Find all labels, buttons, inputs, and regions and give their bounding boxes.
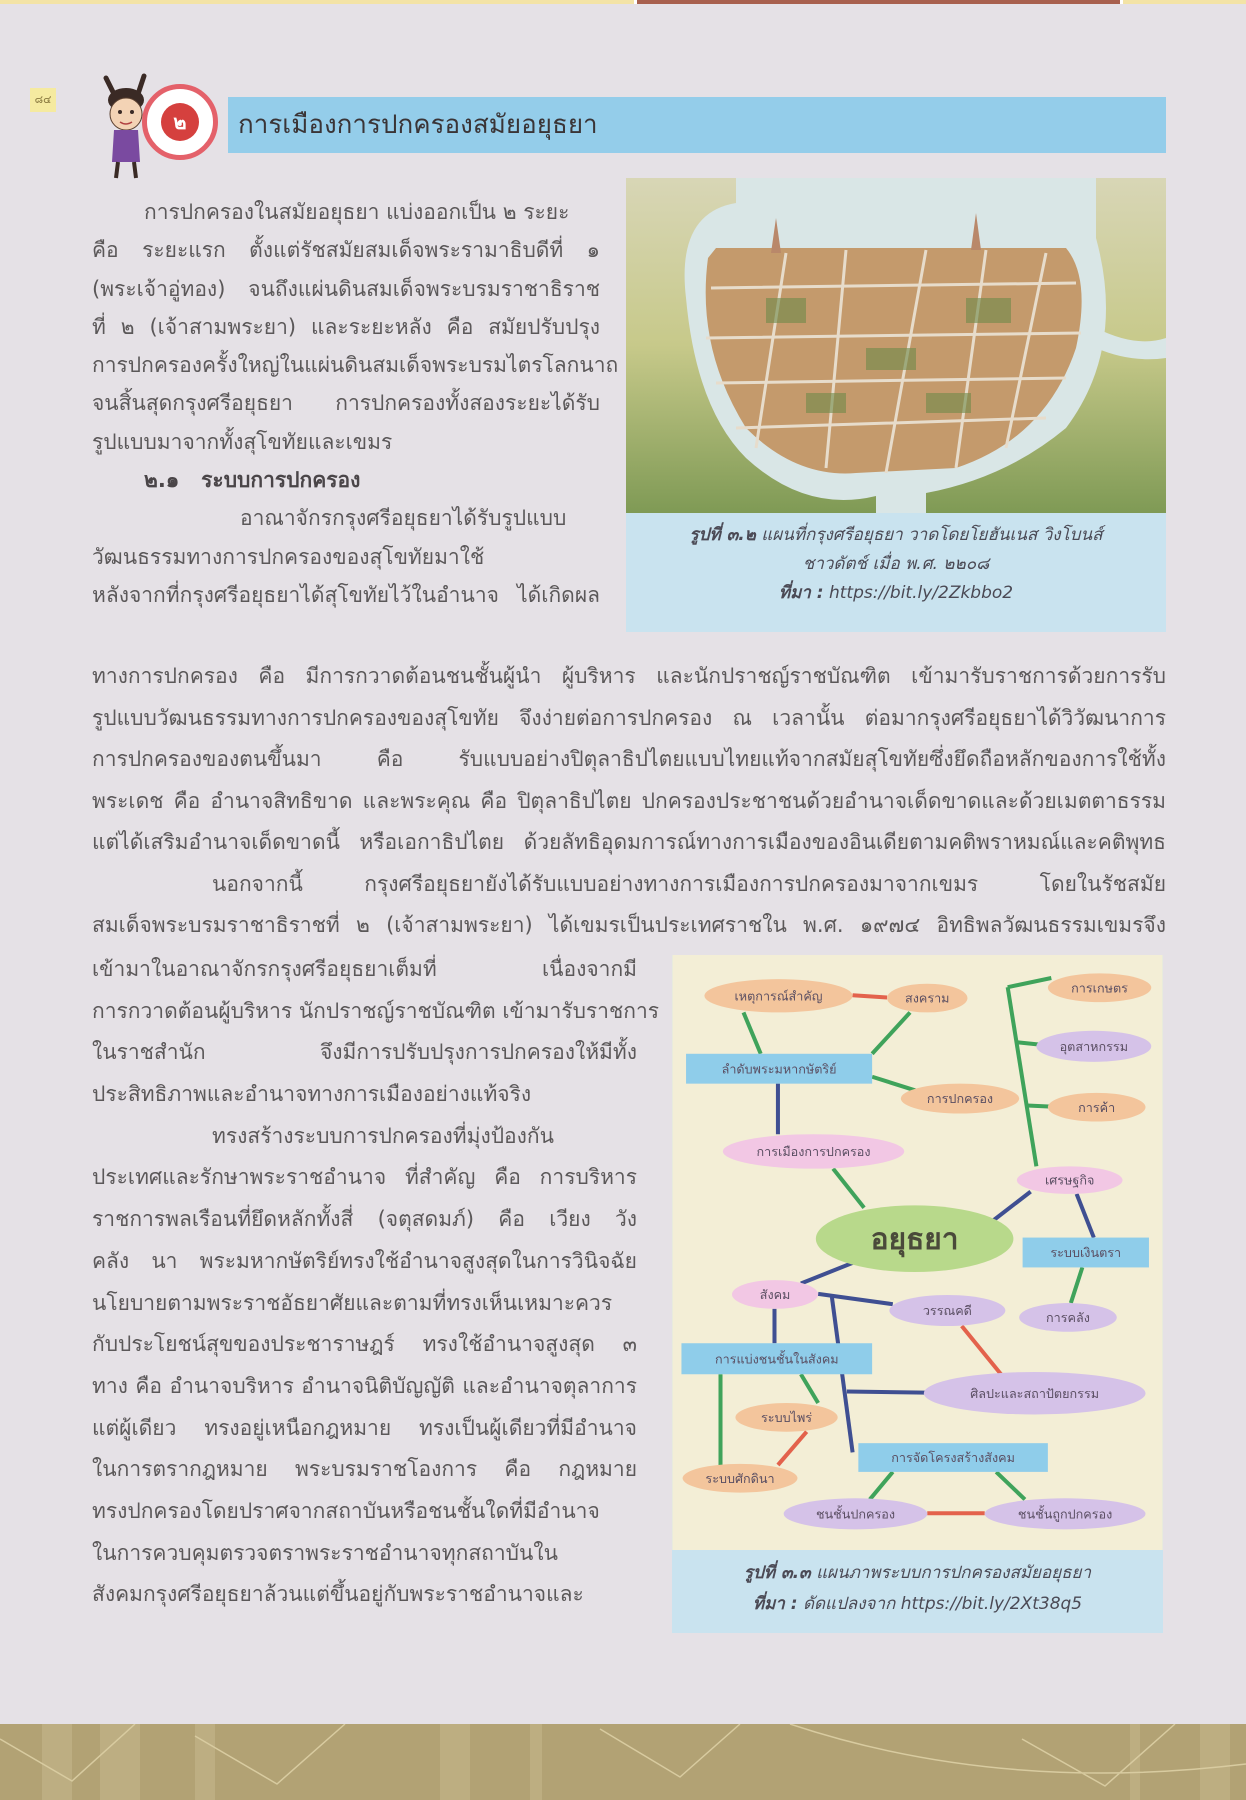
diagram-node-label: วรรณคดี bbox=[922, 1303, 972, 1319]
text-line: อาณาจักรกรุงศรีอยุธยาได้รับรูปแบบ bbox=[240, 506, 567, 531]
text-line: สังคมกรุงศรีอยุธยาล้วนแต่ขึ้นอยู่กับพระราชอำนาจและ bbox=[92, 1582, 584, 1607]
diagram-source-link[interactable]: ดัดแปลงจาก https://bit.ly/2Xt38q5 bbox=[802, 1594, 1083, 1614]
intro-paragraph bbox=[92, 193, 619, 614]
diagram-node-war bbox=[887, 984, 967, 1013]
section-number: ๒ bbox=[161, 103, 199, 141]
diagram-node-currency bbox=[1023, 1238, 1149, 1268]
diagram-node-label: การเมืองการปกครอง bbox=[756, 1144, 871, 1160]
subsection-title: ระบบการปกครอง bbox=[201, 468, 361, 493]
diagram-node-events bbox=[704, 979, 852, 1012]
text-line: นอกจากนี้ กรุงศรีอยุธยายังได้รับแบบอย่างทางการเมืองการปกครองมาจากเขมร โดยในรัชสมัย bbox=[212, 871, 1166, 896]
map-caption-line-2: ชาวดัตช์ เมื่อ พ.ศ. ๒๒๐๘ bbox=[802, 554, 990, 574]
diagram-node-label: สังคม bbox=[759, 1287, 791, 1303]
page-number: ๘๔ bbox=[30, 88, 56, 112]
diagram-node-agri bbox=[1048, 973, 1151, 1002]
lower-paragraph bbox=[92, 949, 660, 1616]
text-line: (พระเจ้าอู่ทอง) จนถึงแผ่นดินสมเด็จพระบรมราชาธิราช bbox=[92, 276, 600, 301]
text-line: ประเทศและรักษาพระราชอำนาจ ที่สำคัญ คือ การบริหาร bbox=[92, 1165, 637, 1190]
diagram-node-label: ระบบเงินตรา bbox=[1050, 1245, 1122, 1261]
diagram-node-sakdina bbox=[683, 1464, 798, 1493]
subsection-heading bbox=[92, 461, 600, 499]
text-line: ในราชสำนัก จึงมีการปรับปรุงการปกครองให้มีทั้ง bbox=[92, 1040, 637, 1065]
text-line: วัฒนธรรมทางการปกครองของสุโขทัยมาใช้ bbox=[92, 544, 485, 569]
text-line: พระเดช คือ อำนาจสิทธิขาด และพระคุณ คือ ปิตุลาธิปไตย ปกครองประชาชนด้วยอำนาจเด็ดขาดและด้วยเมตตาธรรม bbox=[92, 788, 1166, 813]
diagram-node-label: อุตสาหกรรม bbox=[1059, 1038, 1129, 1054]
diagram-node-industry bbox=[1036, 1031, 1151, 1062]
diagram-node-label: การค้า bbox=[1078, 1099, 1116, 1115]
text-line: หลังจากที่กรุงศรีอยุธยาได้สุโขทัยไว้ในอำนาจ ได้เกิดผล bbox=[92, 582, 600, 607]
text-line: ทางการปกครอง คือ มีการกวาดต้อนชนชั้นผู้นำ ผู้บริหาร และนักปราชญ์ราชบัณฑิต เข้ามารับราชการด้วยการรับ bbox=[92, 664, 1166, 688]
text-line: การปกครองของตนขึ้นมา คือ รับแบบอย่างปิตุลาธิปไตยแบบไทยแท้จากสมัยสุโขทัยซึ่งยึดถือหลักของการใช้ทั้ง bbox=[92, 747, 1166, 771]
diagram-connector bbox=[853, 995, 887, 997]
diagram-node-structure bbox=[858, 1443, 1048, 1472]
diagram-connector bbox=[1017, 1042, 1040, 1044]
diagram-node-phrai bbox=[735, 1403, 837, 1432]
diagram-node-kings bbox=[686, 1054, 872, 1084]
text-line: แต่ผู้เดียว ทรงอยู่เหนือกฎหมาย ทรงเป็นผู้เดียวที่มีอำนาจ bbox=[92, 1415, 637, 1440]
text-line: ทรงสร้างระบบการปกครองที่มุ่งป้องกัน bbox=[212, 1123, 554, 1148]
subsection-number: ๒.๑ bbox=[144, 468, 180, 493]
diagram-node-label: การคลัง bbox=[1046, 1309, 1090, 1325]
diagram-node-label: ระบบศักดินา bbox=[705, 1470, 775, 1486]
diagram-node-label: การเกษตร bbox=[1071, 980, 1128, 996]
section-title: การเมืองการปกครองสมัยอยุธยา bbox=[238, 110, 598, 140]
full-width-paragraph bbox=[92, 656, 1166, 947]
diagram-node-arts bbox=[924, 1372, 1146, 1415]
text-line: การปกครองในสมัยอยุธยา แบ่งออกเป็น ๒ ระยะ bbox=[144, 200, 570, 224]
text-line: คลัง นา พระมหากษัตริย์ทรงใช้อำนาจสูงสุดในการวินิจฉัย bbox=[92, 1248, 637, 1273]
diagram-node-trade bbox=[1048, 1093, 1146, 1122]
diagram-node-economy bbox=[1017, 1166, 1123, 1194]
top-tab-marker bbox=[634, 0, 1123, 4]
diagram-node-rulers bbox=[784, 1498, 928, 1529]
map-source-label: ที่มา : bbox=[778, 583, 824, 603]
diagram-node-treasury bbox=[1019, 1303, 1117, 1332]
diagram-node-label: การจัดโครงสร้างสังคม bbox=[891, 1450, 1015, 1466]
diagram-node-label: การปกครอง bbox=[926, 1091, 994, 1107]
text-line: ในการควบคุมตรวจตราพระราชอำนาจทุกสถาบันใน bbox=[92, 1540, 558, 1565]
diagram-connector bbox=[1027, 1105, 1051, 1106]
diagram-node-label: เศรษฐกิจ bbox=[1044, 1172, 1095, 1188]
map-caption-text: แผนที่กรุงศรีอยุธยา วาดโดยโยฮันเนส วิงโบนส์ bbox=[761, 525, 1103, 545]
diagram-node-label: ระบบไพร่ bbox=[761, 1409, 813, 1425]
diagram-node-label: สงคราม bbox=[905, 990, 950, 1006]
diagram-source-label: ที่มา : bbox=[752, 1594, 798, 1614]
map-figure-label: รูปที่ ๓.๒ bbox=[689, 525, 756, 545]
diagram-node-classes bbox=[681, 1343, 872, 1374]
decorative-bottom-band bbox=[0, 1724, 1246, 1800]
diagram-node-politics bbox=[723, 1134, 904, 1168]
diagram-node-literature bbox=[889, 1295, 1005, 1326]
diagram-figure-label: รูปที่ ๓.๓ bbox=[743, 1563, 811, 1583]
map-source-link[interactable]: https://bit.ly/2Zkbbo2 bbox=[828, 583, 1014, 603]
text-line: รูปแบบวัฒนธรรมทางการปกครองของสุโขทัย จึงง่ายต่อการปกครอง ณ เวลานั้น ต่อมากรุงศรีอยุธยาได้วิวัฒนาการ bbox=[92, 705, 1166, 730]
diagram-node-label: ชนชั้นถูกปกครอง bbox=[1017, 1506, 1113, 1522]
diagram-node-ruled bbox=[985, 1498, 1146, 1529]
section-number-badge bbox=[142, 84, 218, 160]
map-source bbox=[626, 580, 1166, 607]
text-line: ในการตรากฎหมาย พระบรมราชโองการ คือ กฎหมาย bbox=[92, 1457, 637, 1482]
text-line: การปกครองครั้งใหญ่ในแผ่นดินสมเด็จพระบรมไตรโลกนาถ bbox=[92, 353, 619, 378]
text-line: แต่ได้เสริมอำนาจเด็ดขาดนี้ หรือเอกาธิปไตย ด้วยลัทธิอุดมการณ์ทางการเมืองของอินเดียตามคติพราหมณ์และคติพุทธ bbox=[92, 830, 1166, 854]
ayutthaya-map-image bbox=[626, 178, 1166, 513]
text-line: รูปแบบมาจากทั้งสุโขทัยและเขมร bbox=[92, 429, 393, 454]
text-line: จนสิ้นสุดกรุงศรีอยุธยา การปกครองทั้งสองระยะได้รับ bbox=[92, 391, 600, 416]
diagram-node-label: เหตุการณ์สำคัญ bbox=[734, 988, 823, 1004]
diagram-node-govern bbox=[901, 1084, 1019, 1114]
text-line: ที่ ๒ (เจ้าสามพระยา) และระยะหลัง คือ สมัยปรับปรุง bbox=[92, 314, 600, 339]
text-line: สมเด็จพระบรมราชาธิราชที่ ๒ (เจ้าสามพระยา) ได้เขมรเป็นประเทศราชใน พ.ศ. ๑๙๗๔ อิทธิพลวัฒนธรรมเขมรจึง bbox=[92, 913, 1166, 937]
diagram-node-label: ชนชั้นปกครอง bbox=[815, 1506, 895, 1522]
diagram-connector bbox=[847, 1391, 925, 1392]
diagram-node-label: การแบ่งชนชั้นในสังคม bbox=[714, 1351, 839, 1367]
map-caption-line-1 bbox=[626, 522, 1166, 549]
text-line: นโยบายตามพระราชอัธยาศัยและตามที่ทรงเห็นเหมาะควร bbox=[92, 1290, 613, 1315]
text-line: ราชการพลเรือนที่ยึดหลักทั้งสี่ (จตุสดมภ์) คือ เวียง วัง bbox=[92, 1207, 637, 1232]
diagram-node-society bbox=[732, 1280, 818, 1309]
text-line: ทาง คือ อำนาจบริหาร อำนาจนิติบัญญัติ และอำนาจตุลาการ bbox=[92, 1373, 637, 1398]
text-line: การกวาดต้อนผู้บริหาร นักปราชญ์ราชบัณฑิต เข้ามารับราชการ bbox=[92, 998, 660, 1023]
ayutthaya-concept-diagram bbox=[672, 955, 1163, 1550]
diagram-node-label: อยุธยา bbox=[870, 1222, 959, 1258]
diagram-caption bbox=[672, 1560, 1163, 1587]
diagram-node-label: ลำดับพระมหากษัตริย์ bbox=[721, 1061, 837, 1077]
text-line: กับประโยชน์สุขของประชาราษฎร์ ทรงใช้อำนาจสูงสุด ๓ bbox=[92, 1332, 637, 1357]
diagram-node-label: ศิลปะและสถาปัตยกรรม bbox=[970, 1385, 1100, 1401]
text-line: เข้ามาในอาณาจักรกรุงศรีอยุธยาเต็มที่ เนื่องจากมี bbox=[92, 957, 637, 981]
figure-map bbox=[626, 178, 1166, 632]
text-line: คือ ระยะแรก ตั้งแต่รัชสมัยสมเด็จพระรามาธิบดีที่ ๑ bbox=[92, 238, 600, 263]
diagram-caption-text: แผนภาพระบบการปกครองสมัยอยุธยา bbox=[816, 1563, 1092, 1583]
text-line: ทรงปกครองโดยปราศจากสถาบันหรือชนชั้นใดที่มีอำนาจ bbox=[92, 1498, 600, 1523]
diagram-source bbox=[672, 1591, 1163, 1618]
text-line: ประสิทธิภาพและอำนาจทางการเมืองอย่างแท้จริง bbox=[92, 1082, 532, 1107]
diagram-node-center bbox=[816, 1205, 1014, 1272]
figure-diagram bbox=[672, 955, 1163, 1633]
